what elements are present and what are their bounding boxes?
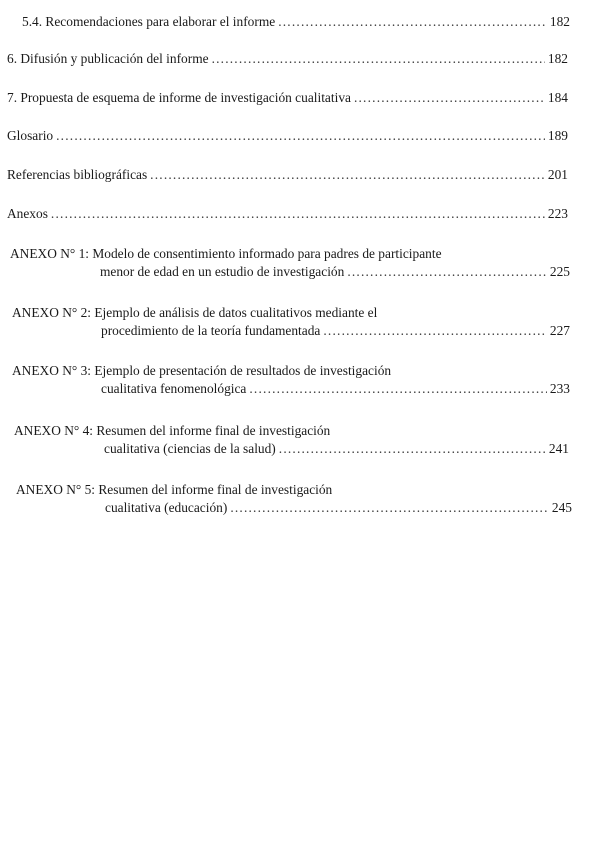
annex-title-line2: cualitativa (educación): [105, 500, 228, 515]
annex-page: 227: [549, 323, 570, 338]
annex-label: ANEXO N° 4:: [14, 423, 93, 438]
annex-label: ANEXO N° 2:: [12, 305, 91, 320]
annex-page: 245: [551, 500, 572, 515]
annex-title-line1: Ejemplo de presentación de resultados de investigación: [94, 363, 392, 378]
annex-title-line1: Ejemplo de análisis de datos cualitativos mediante el: [94, 305, 378, 320]
toc-entry-page: 184: [547, 90, 568, 105]
toc-entry-glosario[interactable]: [7, 128, 568, 144]
annex-label: ANEXO N° 3:: [12, 363, 91, 378]
toc-annex-5[interactable]: [16, 482, 572, 516]
annex-title-line1: Resumen del informe final de investigación: [98, 482, 333, 497]
toc-entry-page: 182: [549, 14, 570, 29]
annex-title-line2: cualitativa fenomenológica: [101, 381, 247, 396]
annex-page: 233: [549, 381, 570, 396]
leader-dots: [347, 264, 547, 280]
toc-entry-title: Referencias bibliográficas: [7, 167, 148, 182]
annex-title-line2: procedimiento de la teoría fundamentada: [101, 323, 321, 338]
toc-entry-page: 201: [547, 167, 568, 182]
toc-entry-title: Glosario: [7, 128, 54, 143]
annex-page: 225: [549, 264, 570, 279]
leader-dots: [354, 90, 545, 106]
toc-annex-3[interactable]: [12, 363, 570, 397]
toc-annex-1[interactable]: [10, 246, 570, 280]
annex-label: ANEXO N° 1:: [10, 246, 89, 261]
annex-title-line2: menor de edad en un estudio de investigación: [100, 264, 345, 279]
toc-entry-page: 182: [547, 51, 568, 66]
toc-entry-7[interactable]: [7, 90, 568, 106]
annex-title-line2: cualitativa (ciencias de la salud): [104, 441, 276, 456]
leader-dots: [212, 51, 545, 67]
annex-title-line1: Resumen del informe final de investigación: [96, 423, 331, 438]
leader-dots: [323, 323, 547, 339]
toc-annex-2[interactable]: [12, 305, 570, 339]
toc-entry-title: 6. Difusión y publicación del informe: [7, 51, 209, 66]
leader-dots: [278, 14, 547, 30]
annex-label: ANEXO N° 5:: [16, 482, 95, 497]
toc-entry-page: 223: [547, 206, 568, 221]
toc-entry-anexos[interactable]: [7, 206, 568, 222]
annex-page: 241: [548, 441, 569, 456]
leader-dots: [230, 500, 549, 516]
toc-entry-5-4[interactable]: [22, 14, 570, 30]
toc-annex-4[interactable]: [14, 423, 569, 457]
annex-title-line1: Modelo de consentimiento informado para padres de participante: [92, 246, 442, 261]
toc-entry-6[interactable]: [7, 51, 568, 67]
leader-dots: [56, 128, 545, 144]
leader-dots: [279, 441, 546, 457]
leader-dots: [249, 381, 547, 397]
toc-entry-title: 5.4. Recomendaciones para elaborar el informe: [22, 14, 276, 29]
toc-entry-title: Anexos: [7, 206, 48, 221]
toc-entry-referencias[interactable]: [7, 167, 568, 183]
toc-entry-page: 189: [547, 128, 568, 143]
toc-entry-title: 7. Propuesta de esquema de informe de investigación cualitativa: [7, 90, 351, 105]
leader-dots: [51, 206, 545, 222]
leader-dots: [150, 167, 545, 183]
